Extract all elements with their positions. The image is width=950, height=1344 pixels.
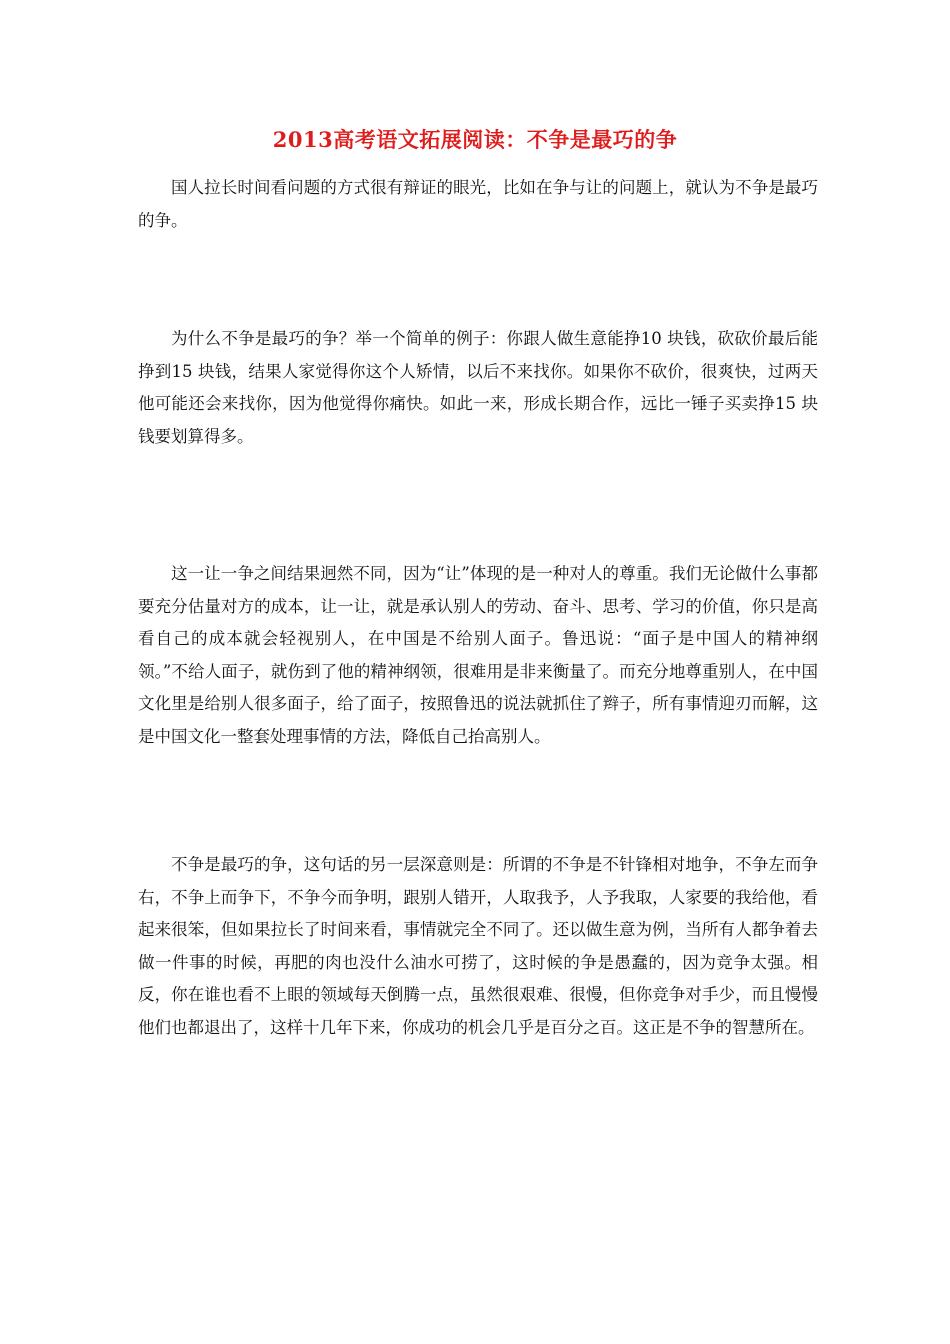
paragraph-3: 这一让一争之间结果迥然不同，因为“让”体现的是一种对人的尊重。我们无论做什么事都要充分估量对方的成本，让一让，就是承认别人的劳动、奋斗、思考、学习的价值，你只是高看自己的成本就会轻视别人，在中国是不给别人面子。鲁迅说：“面子是中国人的精神纲领。”不给人面子，就伤到了他的精神纲领，很难用是非来衡量了。而充分地尊重别人，在中国文化里是给别人很多面子，给了面子，按照鲁迅的说法就抓住了辫子，所有事情迎刃而解，这是中国文化一整套处理事情的方法，降低自己抬高别人。 xyxy=(138,564,818,746)
paragraph-2: 为什么不争是最巧的争？举一个简单的例子：你跟人做生意能挣10 块钱，砍砍价最后能挣到15 块钱，结果人家觉得你这个人矫情，以后不来找你。如果你不砍价，很爽快，过两天他可能还会来找你，因为他觉得你痛快。如此一来，形成长期合作，远比一锤子买卖挣15 块钱要划算得多。 xyxy=(138,329,818,446)
paragraph-1: 国人拉长时间看问题的方式很有辩证的眼光，比如在争与让的问题上，就认为不争是最巧的争。 xyxy=(138,178,818,230)
document-title: 2013高考语文拓展阅读：不争是最巧的争 xyxy=(272,127,678,152)
paragraph-4: 不争是最巧的争，这句话的另一层深意则是：所谓的不争是不针锋相对地争，不争左而争右，不争上而争下，不争今而争明，跟别人错开，人取我予，人予我取，人家要的我给他，看起来很笨，但如果拉长了时间来看，事情就完全不同了。还以做生意为例，当所有人都争着去做一件事的时候，再肥的肉也没什么油水可捞了，这时候的争是愚蠢的，因为竞争太强。相反，你在谁也看不上眼的领域每天倒腾一点，虽然很艰难、很慢，但你竞争对手少，而且慢慢他们也都退出了，这样十几年下来，你成功的机会几乎是百分之百。这正是不争的智慧所在。 xyxy=(138,855,818,1037)
